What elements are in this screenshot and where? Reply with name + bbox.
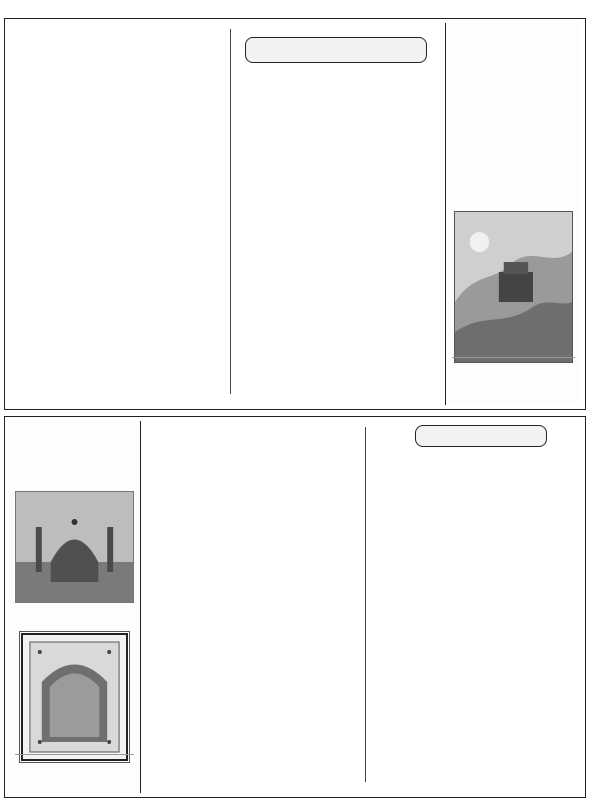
top-author: [452, 357, 575, 397]
top-illustration: [454, 211, 573, 363]
bottom-middle-column-text: [145, 427, 360, 791]
top-right-column-text: [237, 67, 442, 397]
bottom-column-divider-1: [365, 427, 366, 782]
side-panel-author: [15, 754, 134, 787]
side-panel-title: [15, 427, 134, 487]
bottom-right-column-text: [372, 451, 579, 791]
top-right-panel: [445, 23, 581, 405]
top-section-header: [245, 37, 427, 63]
bottom-left-panel: [9, 421, 141, 793]
mosque-image: [15, 491, 134, 603]
prayer-rug-image: [19, 631, 130, 763]
top-article-box: [4, 18, 586, 410]
book-title: [452, 33, 575, 203]
side-panel-caption: [15, 605, 134, 625]
bottom-article-box: [4, 416, 586, 798]
top-column-divider-1: [230, 29, 231, 394]
bottom-section-header: [415, 425, 547, 447]
top-middle-column-text: [13, 29, 225, 397]
